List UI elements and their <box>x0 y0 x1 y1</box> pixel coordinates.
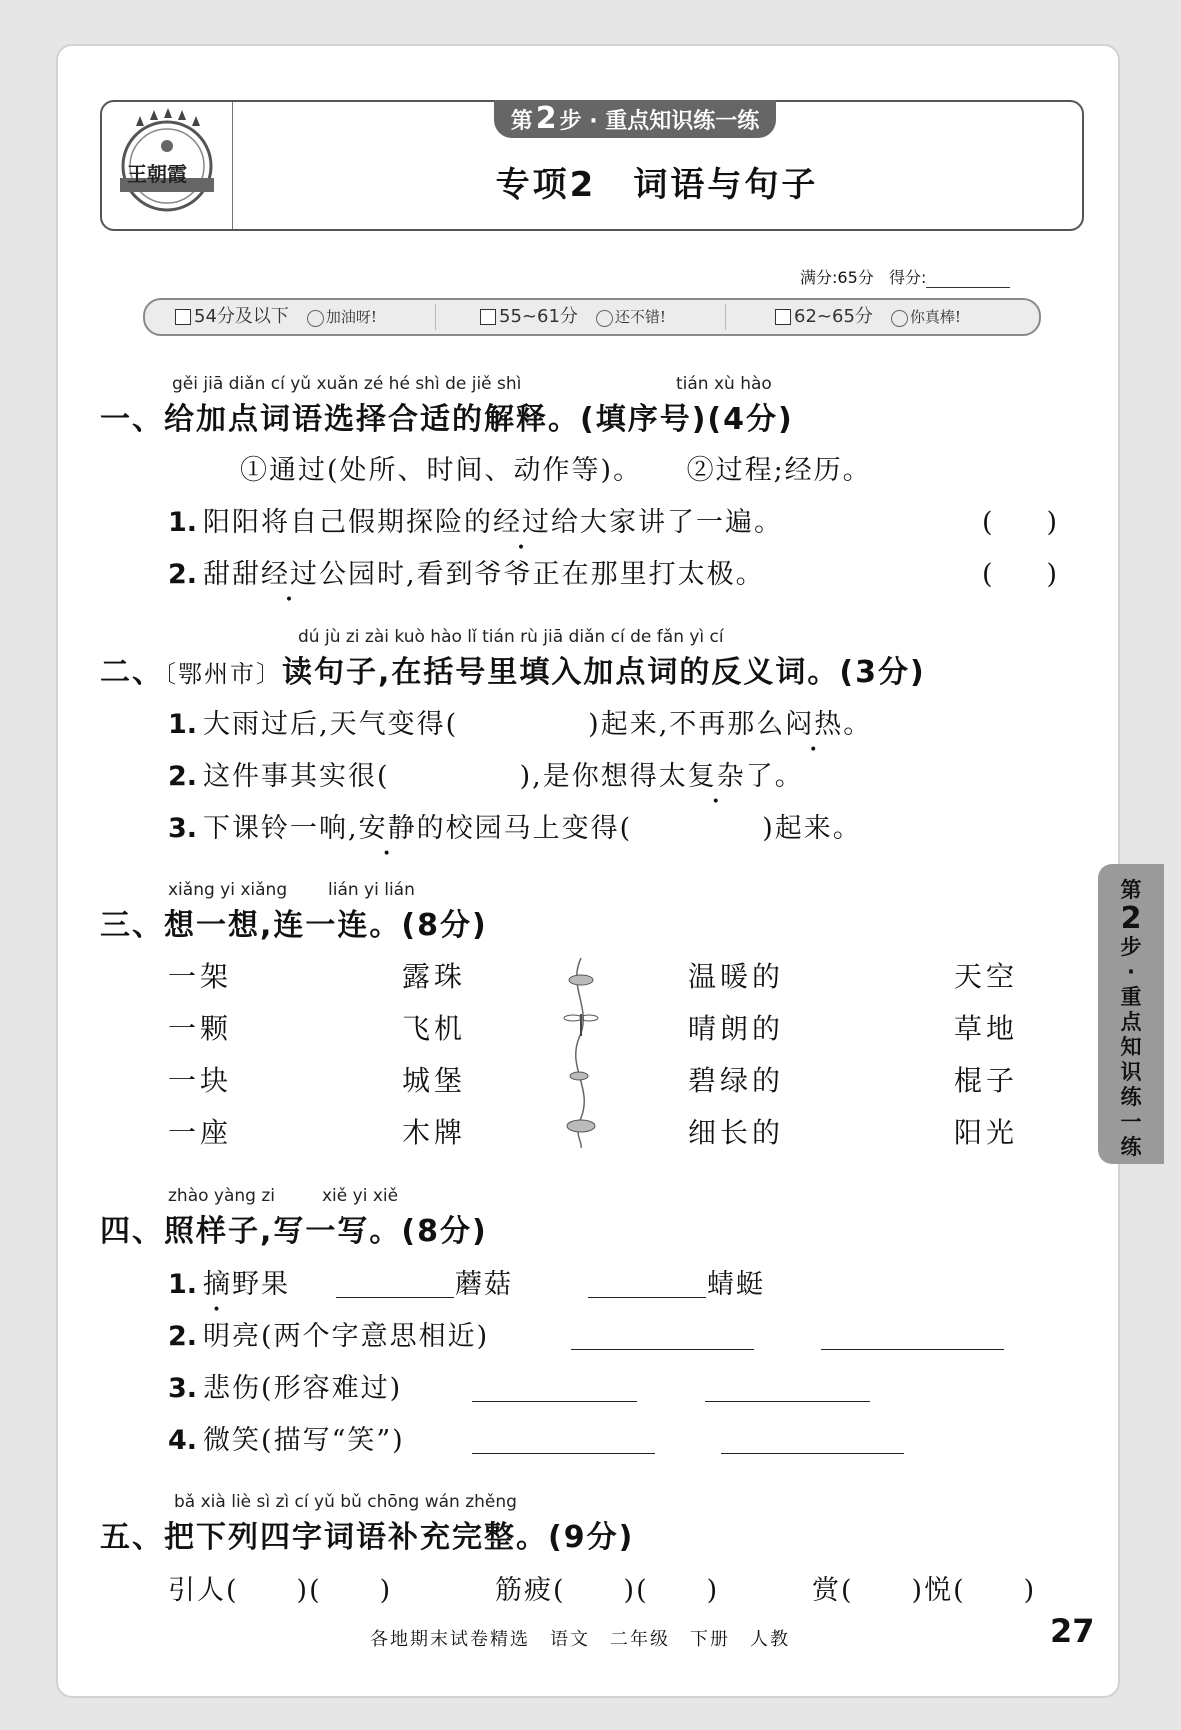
q-number: 2. <box>168 1321 198 1352</box>
s5-idiom-2[interactable]: 筋疲( )( ) <box>495 1575 720 1606</box>
rating-low-range: 54分及以下 <box>194 306 289 327</box>
side-tab-char: 第 <box>1120 878 1142 902</box>
q-text: ),是你想得太 <box>519 761 688 792</box>
q-number: 2. <box>168 559 198 590</box>
answer-line[interactable] <box>336 1297 454 1298</box>
match-col2-item[interactable]: 飞机 <box>402 1012 467 1045</box>
q-text: 的校园马上变得( <box>416 813 633 844</box>
s4-pinyin-2: xiě yi xiě <box>322 1186 399 1206</box>
side-tab-char: 一 <box>1120 1110 1142 1134</box>
score-line <box>800 265 1010 288</box>
smile-icon <box>596 310 613 327</box>
match-col4-item[interactable]: 阳光 <box>954 1116 1019 1149</box>
s2-q2 <box>168 754 804 793</box>
page-number: 27 <box>1050 1612 1095 1650</box>
footer-text: 各地期末试卷精选 语文 二年级 下册 人教 <box>370 1629 790 1650</box>
q-text: 给大家讲了一遍。 <box>551 507 784 538</box>
s1-title: 一、给加点词语选择合适的解释。(填序号)(4分) <box>100 402 794 437</box>
s2-q3 <box>168 806 862 845</box>
answer-line[interactable] <box>821 1349 1004 1350</box>
answer-line[interactable] <box>705 1401 870 1402</box>
s1-q1-answer[interactable]: ( ) <box>982 507 1058 538</box>
s5-idiom-1[interactable]: 引人( )( ) <box>168 1575 393 1606</box>
score-rating-bar <box>143 298 1041 336</box>
s1-options: ①通过(处所、时间、动作等)。 ②过程;经历。 <box>240 455 872 486</box>
rating-high-range: 62~65分 <box>794 306 873 327</box>
q-text: 野果 <box>232 1269 291 1300</box>
s4-q1 <box>168 1262 290 1301</box>
rating-mid-msg: 还不错! <box>614 308 666 326</box>
q-number: 3. <box>168 813 198 844</box>
rating-low <box>175 300 377 334</box>
s2-prefix: 二、 <box>100 655 164 690</box>
side-tab-char: 点 <box>1120 1010 1142 1034</box>
side-tab-char: 练 <box>1120 1085 1142 1109</box>
side-tab-char: 识 <box>1120 1060 1142 1084</box>
q-number: 4. <box>168 1425 198 1456</box>
q-text: 了。 <box>745 761 804 792</box>
side-tab-char: 步 <box>1120 935 1142 959</box>
answer-line[interactable] <box>571 1349 754 1350</box>
s3-pinyin: xiǎng yi xiǎng <box>168 880 288 900</box>
match-col2-item[interactable]: 城堡 <box>402 1064 467 1097</box>
s1-pinyin-2: tián xù hào <box>676 374 772 394</box>
rating-mid-checkbox[interactable] <box>480 309 496 325</box>
side-tab-char: · <box>1127 960 1135 984</box>
q-text: 下课铃一响, <box>203 813 359 844</box>
s1-pinyin: gěi jiā diǎn cí yǔ xuǎn zé hé shì de jiě shì <box>172 374 522 394</box>
s4-q4 <box>168 1418 405 1457</box>
score-blank[interactable] <box>926 287 1010 288</box>
q-text: 。 <box>843 709 873 740</box>
step-tab <box>494 100 776 138</box>
dotted-word: 经过 <box>261 559 320 590</box>
dotted-word: 复杂 <box>687 761 746 792</box>
full-score: 满分:65分 <box>800 268 874 287</box>
match-col1-item[interactable]: 一座 <box>168 1116 233 1149</box>
q-text: 公园时,看到爷爷正在那里打太极。 <box>319 559 765 590</box>
step-number: 2 <box>535 101 557 136</box>
dotted-word: 经过 <box>493 507 552 538</box>
score-label: 得分: <box>889 268 927 287</box>
q-number: 1. <box>168 709 198 740</box>
side-tab-char: 2 <box>1120 901 1142 936</box>
s4-title: 四、照样子,写一写。(8分) <box>100 1214 488 1249</box>
match-col1-item[interactable]: 一架 <box>168 960 233 993</box>
rating-low-checkbox[interactable] <box>175 309 191 325</box>
match-col4-item[interactable]: 天空 <box>954 960 1019 993</box>
q-text: )起来。 <box>762 813 862 844</box>
answer-line[interactable] <box>588 1297 706 1298</box>
q-text: 悲伤(形容难过) <box>203 1373 403 1404</box>
s1-q1 <box>168 500 783 539</box>
rating-low-msg: 加油呀! <box>325 308 377 326</box>
rating-mid <box>480 300 666 334</box>
s5-title: 五、把下列四字词语补充完整。(9分) <box>100 1520 635 1555</box>
dotted-word: 摘 <box>203 1269 233 1300</box>
logo-text: 王朝霞 <box>127 162 187 186</box>
rating-high-msg: 你真棒! <box>909 308 961 326</box>
answer-line[interactable] <box>472 1401 637 1402</box>
s2-title-text: 读句子,在括号里填入加点词的反义词。(3分) <box>282 655 926 690</box>
s4-pinyin: zhào yàng zi <box>168 1186 276 1206</box>
s1-q2-answer[interactable]: ( ) <box>982 559 1058 590</box>
rating-mid-range: 55~61分 <box>499 306 578 327</box>
side-step-tab <box>1098 864 1164 1164</box>
q-number: 1. <box>168 1269 198 1300</box>
rating-high-checkbox[interactable] <box>775 309 791 325</box>
s5-pinyin: bǎ xià liè sì zì cí yǔ bǔ chōng wán zhěng <box>174 1492 517 1512</box>
q-text: )起来,不再那么 <box>588 709 786 740</box>
match-col3-item[interactable]: 温暖的 <box>688 960 785 993</box>
q-text: 甜甜 <box>203 559 262 590</box>
match-col3-item[interactable]: 细长的 <box>688 1116 785 1149</box>
q-text: 这件事其实很( <box>203 761 390 792</box>
s4-q2 <box>168 1314 489 1353</box>
q-text: 微笑(描写“笑”) <box>203 1425 405 1456</box>
answer-line[interactable] <box>721 1453 904 1454</box>
s5-idiom-3[interactable]: 赏( )悦( ) <box>812 1575 1037 1606</box>
bar-divider <box>435 304 436 330</box>
match-col4-item[interactable]: 草地 <box>954 1012 1019 1045</box>
dragonfly-vine-icon <box>563 958 599 1148</box>
q-text: 大雨过后,天气变得( <box>203 709 459 740</box>
side-tab-char: 练 <box>1120 1135 1142 1159</box>
match-col1-item[interactable]: 一颗 <box>168 1012 233 1045</box>
page-title: 专项2 词语与句子 <box>495 165 819 205</box>
s2-pinyin: dú jù zi zài kuò hào lǐ tián rù jiā diǎn cí de fǎn yì cí <box>298 627 724 647</box>
s4-q1-word1: 蘑菇 <box>455 1269 513 1300</box>
answer-line[interactable] <box>472 1453 655 1454</box>
match-col2-item[interactable]: 木牌 <box>402 1116 467 1149</box>
match-col3-item[interactable]: 晴朗的 <box>688 1012 785 1045</box>
match-col2-item[interactable]: 露珠 <box>402 960 467 993</box>
q-text: 阳阳将自己假期探险的 <box>203 507 494 538</box>
side-tab-char: 重 <box>1120 985 1142 1009</box>
dotted-word: 安静 <box>358 813 417 844</box>
step-prefix: 第 <box>510 109 533 134</box>
side-tab-char: 知 <box>1120 1035 1142 1059</box>
q-text: 明亮(两个字意思相近) <box>203 1321 490 1352</box>
match-col4-item[interactable]: 棍子 <box>954 1064 1019 1097</box>
q-number: 3. <box>168 1373 198 1404</box>
bar-divider <box>725 304 726 330</box>
match-col3-item[interactable]: 碧绿的 <box>688 1064 785 1097</box>
q-number: 1. <box>168 507 198 538</box>
dotted-word: 闷热 <box>785 709 844 740</box>
match-col1-item[interactable]: 一块 <box>168 1064 233 1097</box>
s4-q3 <box>168 1366 402 1405</box>
smile-icon <box>307 310 324 327</box>
smile-icon <box>891 310 908 327</box>
region-tag: 〔鄂州市〕 <box>164 660 282 688</box>
section-header <box>100 100 1084 231</box>
s4-q1-word2: 蜻蜓 <box>707 1269 765 1300</box>
rating-high <box>775 300 961 334</box>
s3-pinyin-2: lián yi lián <box>328 880 415 900</box>
s3-title: 三、想一想,连一连。(8分) <box>100 908 488 943</box>
step-suffix: 步 · 重点知识练一练 <box>559 109 760 134</box>
q-number: 2. <box>168 761 198 792</box>
s2-title <box>100 647 926 691</box>
s1-q2 <box>168 552 765 591</box>
s2-q1 <box>168 702 872 741</box>
